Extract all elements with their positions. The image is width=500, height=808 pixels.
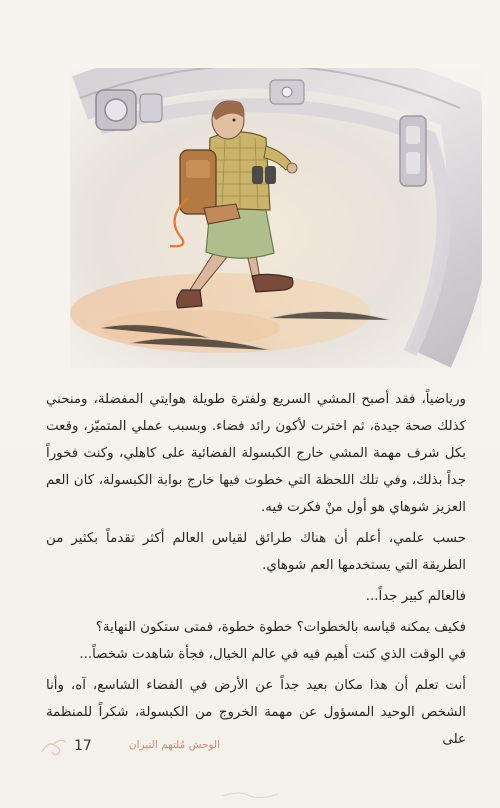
page-footer [40, 738, 340, 762]
swirl-ornament-icon [40, 736, 68, 758]
page-number: 17 [74, 738, 92, 754]
astronaut-walking-illustration [70, 68, 482, 368]
illustration [70, 68, 482, 368]
paragraph-6: أنت تعلم أن هذا مكان بعيد جداً عن الأرض في الفضاء الشاسع، آه، وأنا الشخص الوحيد المسؤول عن مهمة الخروج من الكبسولة، شكراً للمنظمة على [46, 678, 466, 747]
paragraph-3: فالعالم كبير جداً... [365, 589, 466, 604]
book-title: الوحش مُلتهم النيران [128, 739, 220, 751]
story-text [46, 386, 466, 753]
paragraph-5: في الوقت الذي كنت أهيم فيه في عالم الخيال، فجأة شاهدت شخصاً... [79, 647, 466, 662]
paragraph-4: فكيف يمكنه قياسه بالخطوات؟ خطوة خطوة، فمتى ستكون النهاية؟ [95, 620, 466, 635]
scan-mark [220, 790, 280, 800]
paragraph-2: حسب علمي، أعلم أن هناك طرائق لقياس العالم أكثر تقدماً بكثير من الطريقة التي يستخدمها العم شوهاي. [46, 531, 466, 573]
paragraph-1: ورياضياً، فقد أصبح المشي السريع ولفترة طويلة هوايتي المفضلة، ومنحني كذلك صحة جيدة، ثم اخترت لأكون رائد فضاء. وبسبب عملي المتميّز، وقعت بكل شرف مهمة المشي خارج الكبسولة الفضائية على كاهلي، وكنت فخوراً جداً بذلك، وفي تلك اللحظة التي خطوت فيها خارج بوابة الكبسولة، كان العم العزيز شوهاي هو أول منْ فكرت فيه. [46, 392, 466, 515]
